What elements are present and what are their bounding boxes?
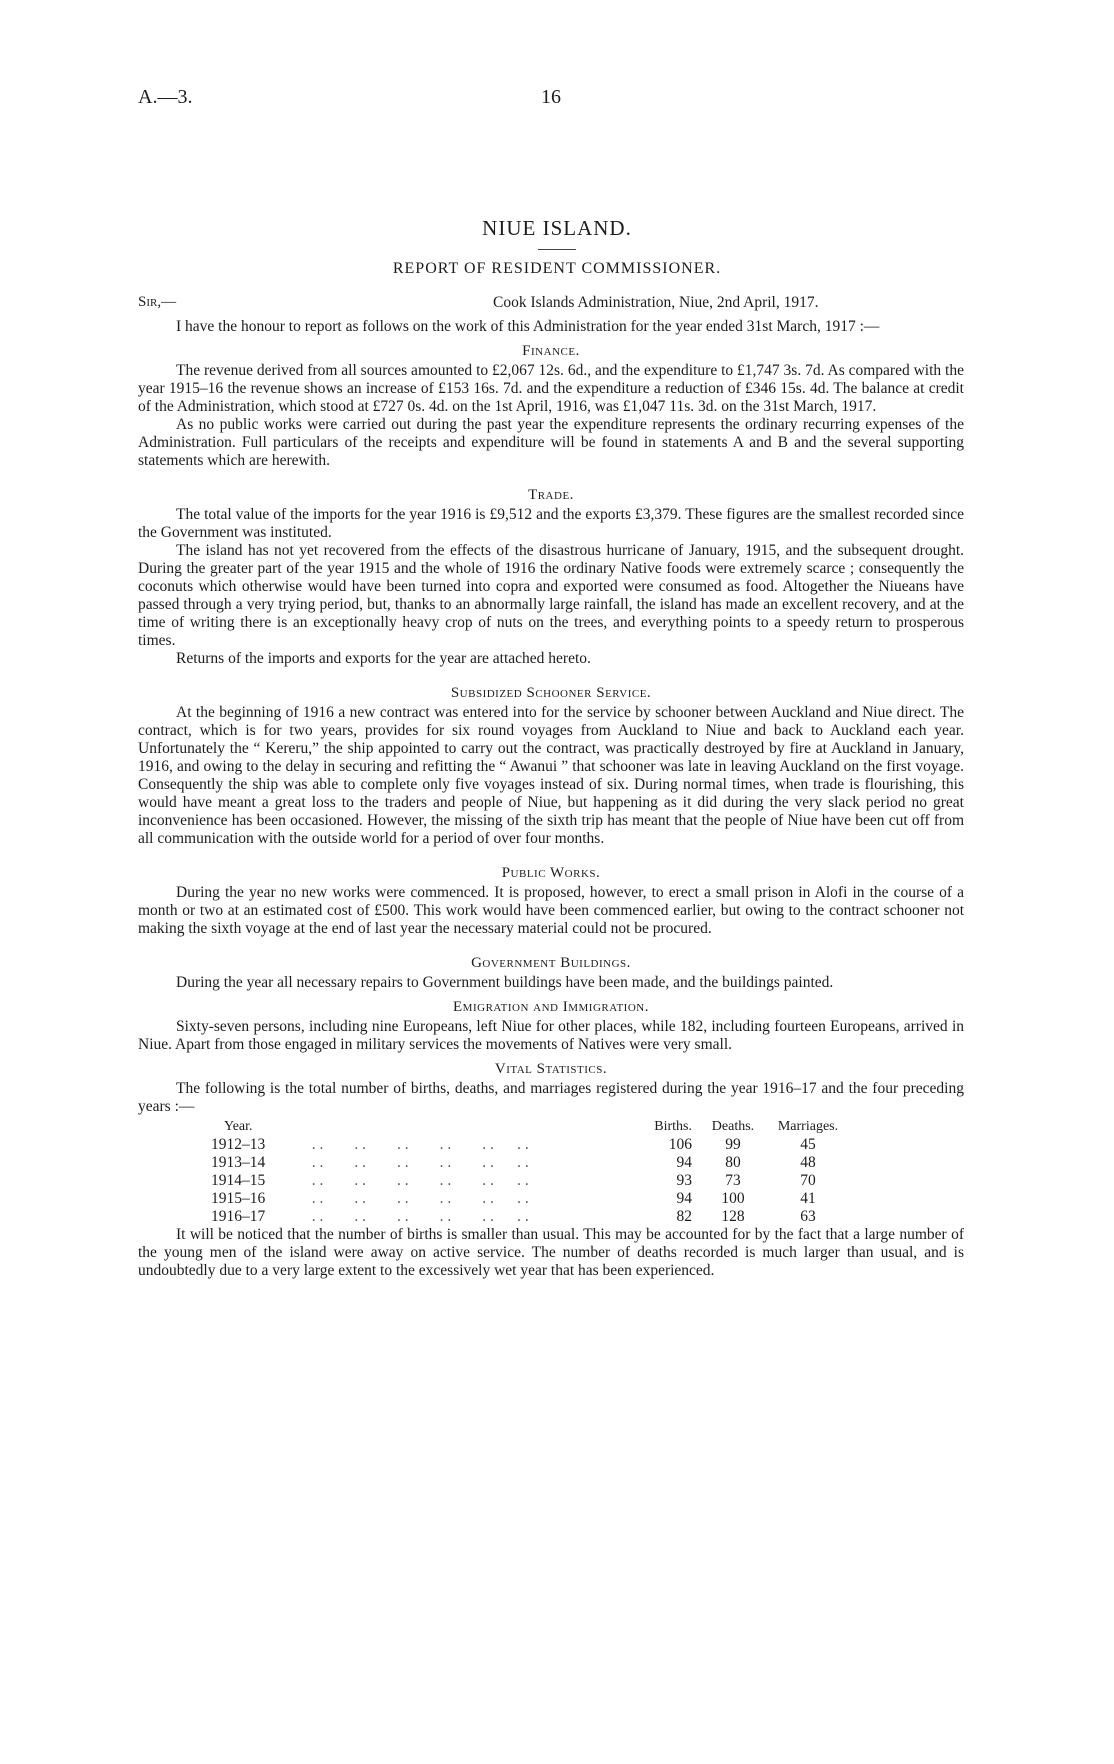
column-header-marriages: Marriages. [777, 1119, 839, 1134]
government-buildings-paragraph-1: During the year all necessary repairs to Government buildings have been made, and the buildings painted. [176, 974, 834, 991]
emigration-paragraph-1: Sixty-seven persons, including nine Europeans, left Niue for other places, while 182, including fourteen Europeans, arrived in Niue. Apart from those engaged in military services the movements of Natives were very small. [138, 1018, 964, 1053]
column-header-year: Year. [224, 1119, 253, 1134]
row-marriages: 45 [800, 1136, 816, 1153]
row-deaths: 128 [721, 1208, 745, 1225]
vital-statistics-table [138, 1118, 964, 1226]
row-deaths: 80 [725, 1154, 741, 1171]
row-births: 106 [668, 1136, 692, 1153]
trade-paragraph-1: The total value of the imports for the year 1916 is £9,512 and the exports £3,379. These figures are the smallest recorded since the Government was instituted. [138, 506, 964, 541]
row-marriages: 41 [800, 1190, 816, 1207]
row-births: 82 [676, 1208, 692, 1225]
section-heading-government-buildings: Government Buildings. [471, 955, 631, 971]
row-year: 1913–14 [211, 1154, 266, 1171]
leader-dots: . . . . . . . . . . . . [304, 1190, 529, 1207]
row-year: 1916–17 [211, 1208, 266, 1225]
report-body [138, 318, 964, 1280]
row-marriages: 70 [800, 1172, 816, 1189]
section-heading-public-works: Public Works. [501, 865, 601, 881]
page-header [0, 86, 1114, 116]
document-reference: A.—3. [138, 86, 193, 108]
column-header-deaths: Deaths. [711, 1119, 755, 1134]
table-header-row [138, 1118, 964, 1136]
table-row [138, 1208, 964, 1226]
trade-paragraph-2: The island has not yet recovered from the effects of the disastrous hurricane of January, 1915, and the subsequent drought. During the greater part of the year 1915 and the whole of 1916 the ordinary Native foods were extremely scarce ; consequently the coconuts which otherwise would have been turned into copra and exported were consumed as food. Altogether the Niueans have passed through a very trying period, but, thanks to an abnormally large rainfall, the island has made an excellent recovery, and at the time of writing there is an exceptionally heavy crop of nuts on the trees, and everything points to a speedy return to prosperous times. [138, 542, 964, 649]
report-subtitle: REPORT OF RESIDENT COMMISSIONER. [392, 260, 722, 277]
section-heading-finance: Finance. [522, 343, 580, 359]
row-deaths: 100 [721, 1190, 745, 1207]
row-births: 94 [676, 1190, 692, 1207]
row-year: 1914–15 [211, 1172, 266, 1189]
table-row [138, 1172, 964, 1190]
intro-paragraph: I have the honour to report as follows on the work of this Administration for the year ended 31st March, 1917 :— [176, 318, 880, 335]
leader-dots: . . . . . . . . . . . . [304, 1172, 529, 1189]
section-heading-trade: Trade. [528, 487, 574, 503]
row-year: 1915–16 [211, 1190, 266, 1207]
row-births: 94 [676, 1154, 692, 1171]
vital-statistics-paragraph-1: The following is the total number of births, deaths, and marriages registered during the year 1916–17 and the four preceding years :— [138, 1080, 964, 1115]
leader-dots: . . . . . . . . . . . . [304, 1154, 529, 1171]
row-year: 1912–13 [211, 1136, 266, 1153]
section-heading-vital-statistics: Vital Statistics. [494, 1061, 608, 1077]
table-row [138, 1154, 964, 1172]
table-row [138, 1190, 964, 1208]
column-header-births: Births. [654, 1119, 692, 1134]
section-heading-schooner: Subsidized Schooner Service. [450, 685, 652, 701]
finance-paragraph-1: The revenue derived from all sources amounted to £2,067 12s. 6d., and the expenditure to £1,747 3s. 7d. As compared with the year 1915–16 the revenue shows an increase of £153 16s. 7d. and the expenditure a reduction of £346 15s. 4d. The balance at credit of the Administration, which stood at £727 0s. 4d. on the 1st April, 1916, was £1,047 11s. 3d. on the 31st March, 1917. [138, 362, 964, 415]
section-heading-emigration: Emigration and Immigration. [453, 999, 649, 1015]
salutation: Sir,— [138, 294, 177, 310]
page-number: 16 [541, 86, 561, 108]
row-marriages: 63 [800, 1208, 816, 1225]
row-deaths: 73 [725, 1172, 741, 1189]
table-row [138, 1136, 964, 1154]
row-deaths: 99 [725, 1136, 741, 1153]
leader-dots: . . . . . . . . . . . . [304, 1136, 529, 1153]
row-births: 93 [676, 1172, 692, 1189]
vital-statistics-paragraph-2: It will be noticed that the number of births is smaller than usual. This may be accounted for by the fact that a large number of the young men of the island were away on active service. The number of deaths recorded is much larger than usual, and is undoubtedly due to a very large extent to the excessively wet year that has been experienced. [138, 1226, 964, 1279]
row-marriages: 48 [800, 1154, 816, 1171]
report-title: NIUE ISLAND. [482, 216, 632, 240]
dateline: Cook Islands Administration, Niue, 2nd April, 1917. [493, 294, 819, 311]
public-works-paragraph-1: During the year no new works were commenced. It is proposed, however, to erect a small prison in Alofi in the course of a month or two at an estimated cost of £500. This work would have been commenced earlier, but owing to the contract schooner not making the sixth voyage at the end of last year the necessary material could not be procured. [138, 884, 964, 937]
schooner-paragraph-1: At the beginning of 1916 a new contract was entered into for the service by schooner between Auckland and Niue direct. The contract, which is for two years, provides for six round voyages from Auckland to Niue and back to Auckland each year. Unfortunately the “ Kereru,” the ship appointed to carry out the contract, was practically destroyed by fire at Auckland in January, 1916, and owing to the delay in securing and refitting the “ Awanui ” that schooner was late in leaving Auckland on the first voyage. Consequently the ship was able to complete only five voyages instead of six. During normal times, when trade is flourishing, this would have meant a great loss to the traders and people of Niue, but happening as it did during the very slack period no great inconvenience has been occasioned. However, the missing of the sixth trip has meant that the people of Niue have been cut off from all communication with the outside world for a period of over four months. [138, 704, 964, 847]
title-rule [538, 249, 576, 250]
leader-dots: . . . . . . . . . . . . [304, 1208, 529, 1225]
trade-paragraph-3: Returns of the imports and exports for the year are attached hereto. [176, 650, 591, 667]
finance-paragraph-2: As no public works were carried out during the past year the expenditure represents the ordinary recurring expenses of the Administration. Full particulars of the receipts and expenditure will be found in statements A and B and the several supporting statements which are herewith. [138, 416, 964, 469]
